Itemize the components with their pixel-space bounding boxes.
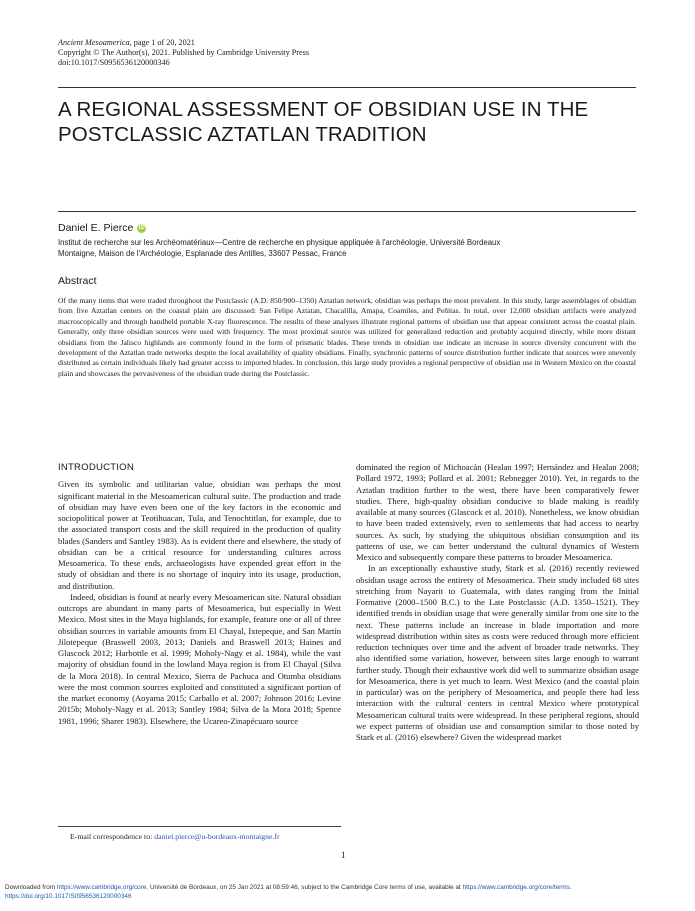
intro-paragraph-2: Indeed, obsidian is found at nearly every Mesoamerican site. Natural obsidian outcrops are abundant in many parts of Mesoamerica, but especially in West Mexico. Most sites in the Maya highlands, for example, feature one or all of three obsidian sources in variable amounts from El Chayal, Ixtepeque, and San Martín Jilotepeque (Braswell 2003, 2013; Daniels and Braswell 2013; Haines and Glascock 2012; Harbottle et al. 1999; Moholy-Nagy et al. 1984), while the vast majority of obsidian found in the lowland Maya region is from El Chayal (Silva de la Mora 2018). In central Mexico, Sierra de Pachuca and Otumba obsidians were the most common sources exploited and constituted a significant portion of the market economy (Aoyama 2015; Carballo et al. 2007; Johnson 2016; Levine 2015b; Moholy-Nagy et al. 2013; Santley 1984; Silva de la Mora 2018; Spence 1981, 1996; Sharer 1983). Elsewhere, the Ucareo-Zinapécuaro source bbox=[58, 591, 341, 726]
title-line-1: A REGIONAL ASSESSMENT OF OBSIDIAN USE IN THE bbox=[58, 98, 589, 121]
intro-paragraph-2-continued: dominated the region of Michoacán (Healan 1997; Hernández and Healan 2008; Pollard 1972, 1993; Pollard et al. 2001; Rebnegger 2010). Yet, in regards to the Aztatlan tradition further to the west, there have been comparatively fewer studies. There, high-quality obsidian conducive to blade making is readily available at many sources (Glascock et al. 2010). Nonetheless, we know obsidian to have been traded extensively, even to settlements that had access to nearby sources. As such, by studying the ubiquitous obsidian consumption and its patterns of use, we can better understand the cultural dynamics of Western Mexico and subsequently compare these patterns to broader Mesoamerica. bbox=[356, 462, 639, 562]
title-bottom-rule bbox=[58, 211, 636, 212]
body-column-left bbox=[58, 462, 341, 727]
footnote-rule bbox=[58, 826, 341, 827]
affiliation-line-2: Montaigne, Maison de l'Archéologie, Esplanade des Antilles, 33607 Pessac, France bbox=[58, 249, 347, 258]
footnote-label: E-mail correspondence to: bbox=[70, 832, 155, 841]
cambridge-core-link[interactable]: https://www.cambridge.org/core bbox=[56, 884, 147, 891]
abstract-heading: Abstract bbox=[58, 275, 97, 287]
title-line-2: POSTCLASSIC AZTATLAN TRADITION bbox=[58, 123, 427, 146]
footer-doi-link[interactable]: https://doi.org/10.1017/S0956536120000346 bbox=[5, 893, 132, 900]
author-line bbox=[58, 222, 146, 234]
body-column-right bbox=[356, 462, 639, 743]
title-top-rule bbox=[58, 87, 636, 88]
download-footer bbox=[5, 883, 690, 901]
footer-end: . bbox=[569, 884, 572, 891]
footer-mid-text: . Université de Bordeaux, on 25 Jan 2021 at 08:59:46, subject to the Cambridge Core terms of use, available at bbox=[146, 884, 463, 891]
article-title bbox=[58, 97, 638, 147]
footer-line-1 bbox=[5, 883, 690, 892]
journal-name: Ancient Mesoamerica bbox=[58, 38, 130, 47]
abstract-text: Of the many items that were traded throughout the Postclassic (A.D. 850/900–1350) Aztatlan network, obsidian was perhaps the most prevalent. In this study, large assemblages of obsidian from five Aztatlan centers on the coastal plain are discussed: San Felipe Aztatan, Chacalilla, Amapa, Coamiles, and Peñitas. In total, over 12,000 obsidian artifacts were analyzed macroscopically and through handheld portable X-ray fluorescence. The results of these analyses illustrate regional patterns of obsidian use that appear consistent across the coastal plain. Generally, only three obsidian sources were used with frequency. The most proximal source was utilized for generalized reduction and probably acquired directly, while more distant obsidians from the Jalisco highlands are commonly found in the form of prismatic blades. These trends in obsidian use indicate an increase in source diversity concurrent with the development of the Aztatlan trade networks despite the local availability of quality obsidians. Finally, synchronic patterns of source distribution further indicate that sources were unevenly distributed as certain individuals likely had greater access to imported blades. In conclusion, this large study provides a regional perspective of obsidian use in Western Mexico on the coastal plain and showcases the pervasiveness of the obsidian trade during the Postclassic. bbox=[58, 296, 636, 378]
footer-prefix: Downloaded from bbox=[5, 884, 57, 891]
orcid-icon[interactable]: iD bbox=[138, 224, 145, 231]
journal-citation bbox=[58, 38, 309, 48]
intro-paragraph-1: Given its symbolic and utilitarian value, obsidian was perhaps the most significant material in the Mesoamerican cultural suite. The production and trade of obsidian may have even been one of the key factors in the economic and sociopolitical power at Teotihuacan, Tula, and Tenochtitlan, for example, due to the associated transport costs and the skill required in the production of quality blades (Sanders and Santley 1983). As is evident there and elsewhere, the study of obsidian can be a critical resource for understanding cultures across Mesoamerica. To these ends, archaeologists have expended great effort in the study of obsidian and there is no shortage of inquiry into its usage, production, and distribution. bbox=[58, 479, 341, 591]
doi-line: doi:10.1017/S0956536120000346 bbox=[58, 58, 170, 68]
section-heading-introduction: INTRODUCTION bbox=[58, 462, 134, 473]
intro-paragraph-3: In an exceptionally exhaustive study, Stark et al. (2016) recently reviewed obsidian usage across the entirety of Mesoamerica. Their study included 68 sites stretching from Nayarit to Guatemala, with dates ranging from the Initial Formative (2000–1500 B.C.) to the Late Postclassic (A.D. 1350–1521). They identified trends in obsidian usage that were generally similar from one site to the next. These patterns include an increase in blade importation and more widespread distribution within sites as costs were reduced through more efficient reduction techniques over time and the advent of broader trade networks. They also identified some variation, however, between sites large enough to warrant further study. Though their exhaustive work did well to summarize obsidian usage for Mesoamerica, there is yet much to learn. West Mexico (and the coastal plain in particular) was on the periphery of Mesoamerica, and people there had less interaction with the cultural centers in central Mexico where prototypical Mesoamerican cultural traits were widespread. In these peripheral regions, should we expect patterns of obsidian use and consumption similar to those noted by Stark et al. (2016) elsewhere? Given the widespread market bbox=[356, 563, 639, 742]
copyright-line: Copyright © The Author(s), 2021. Published by Cambridge University Press bbox=[58, 48, 309, 58]
author-affiliation bbox=[58, 237, 618, 259]
correspondence-footnote bbox=[70, 832, 280, 841]
page-info: , page 1 of 20, 2021 bbox=[129, 38, 195, 47]
page-number: 1 bbox=[341, 850, 346, 860]
author-email-link[interactable]: daniel.pierce@u-bordeaux-montaigne.fr bbox=[154, 832, 280, 841]
terms-link[interactable]: https://www.cambridge.org/core/terms bbox=[462, 884, 570, 891]
author-name: Daniel E. Pierce bbox=[58, 222, 134, 234]
affiliation-line-1: Institut de recherche sur les Archéomatériaux—Centre de recherche en physique appliquée à l'archéologie, Université Bordeaux bbox=[58, 238, 501, 247]
journal-header bbox=[58, 38, 309, 69]
